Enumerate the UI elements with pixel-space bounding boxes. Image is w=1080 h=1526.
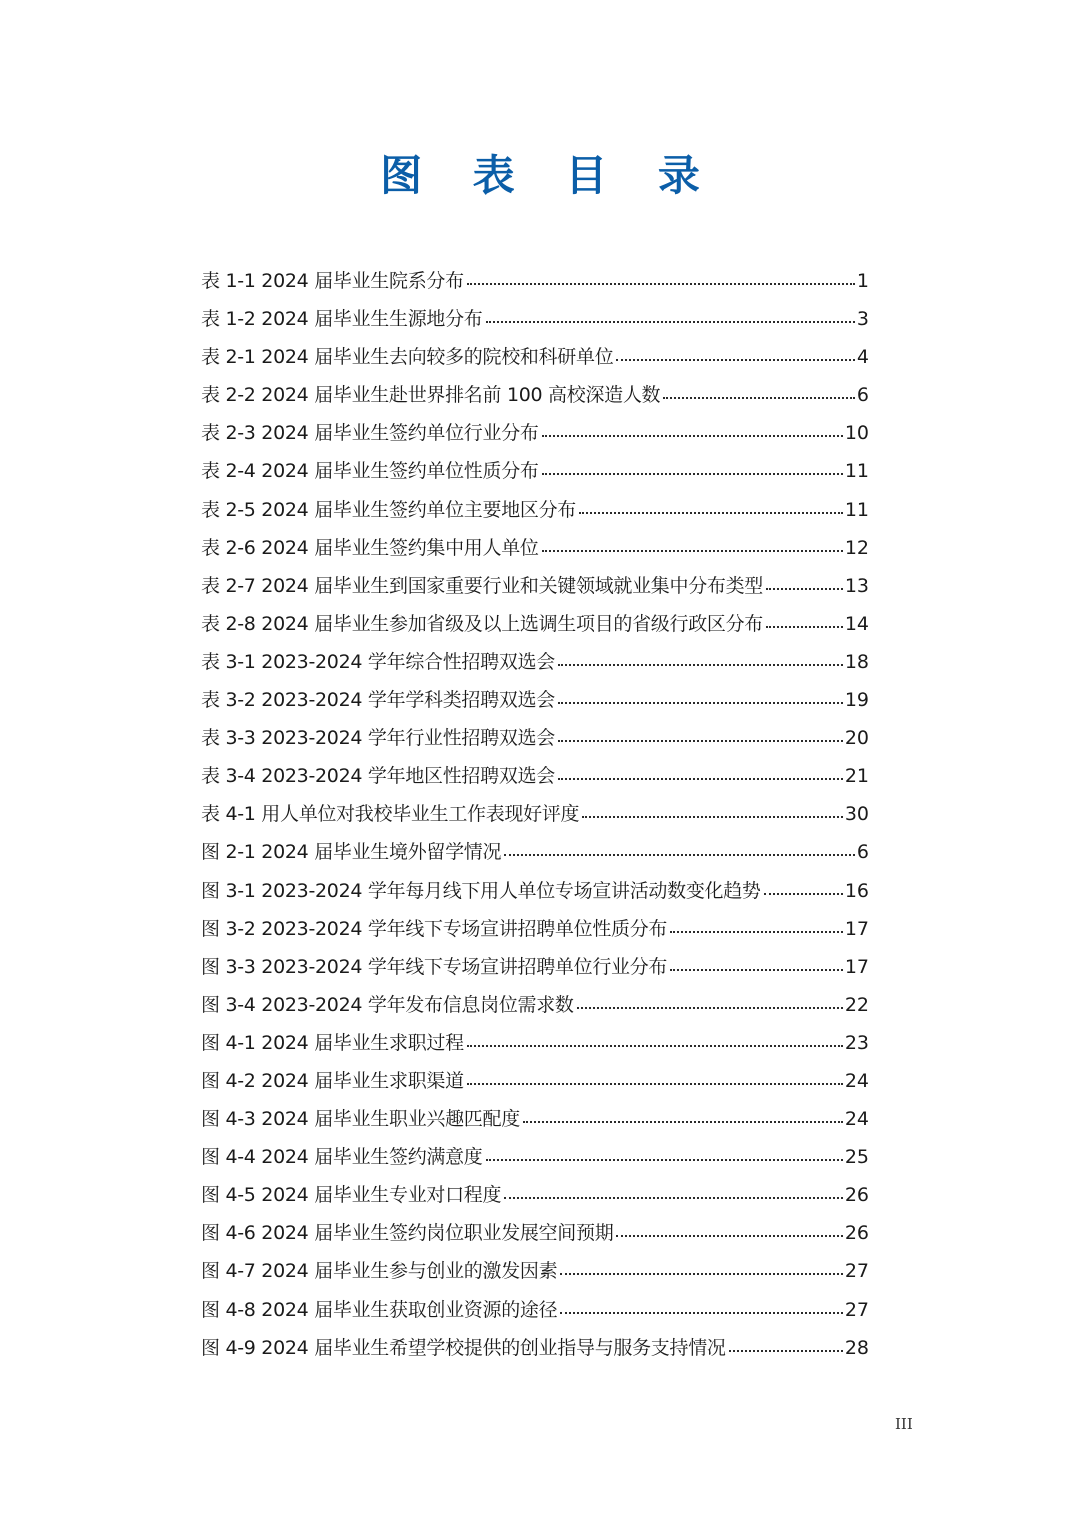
toc-entry[interactable] [201, 300, 869, 338]
dot-leader [467, 1043, 843, 1047]
toc-entry[interactable] [201, 986, 869, 1024]
toc-entry-page: 30 [844, 803, 869, 826]
dot-leader [467, 1081, 843, 1085]
toc-entry-label: 图 4-7 2024 届毕业生参与创业的激发因素 [201, 1260, 558, 1283]
toc-entry-page: 24 [844, 1108, 869, 1131]
toc-entry[interactable] [201, 452, 869, 490]
toc-entry-label: 图 2-1 2024 届毕业生境外留学情况 [201, 841, 502, 864]
toc-entry-page: 26 [844, 1184, 869, 1207]
dot-leader [729, 1348, 843, 1352]
toc-entry-label: 图 4-1 2024 届毕业生求职过程 [201, 1031, 464, 1054]
toc-entry-label: 表 4-1 用人单位对我校毕业生工作表现好评度 [201, 803, 580, 826]
toc-entry-page: 1 [856, 270, 869, 292]
toc-entry-page: 16 [844, 879, 869, 902]
toc-entry[interactable] [201, 262, 869, 300]
toc-entry-page: 23 [844, 1031, 869, 1054]
toc-entry-page: 10 [844, 422, 869, 445]
dot-leader [670, 929, 843, 933]
toc-entry[interactable] [201, 1291, 869, 1329]
dot-leader [486, 1157, 843, 1161]
page-number: III [895, 1415, 913, 1433]
toc-entry[interactable] [201, 414, 869, 452]
toc-entry[interactable] [201, 1176, 869, 1214]
toc-entry[interactable] [201, 1252, 869, 1290]
dot-leader [766, 624, 843, 628]
toc-entry-page: 18 [844, 650, 869, 673]
dot-leader [542, 548, 843, 552]
toc-entry-page: 26 [844, 1222, 869, 1245]
dot-leader [616, 1233, 842, 1237]
dot-leader [467, 281, 855, 285]
toc-entry[interactable] [201, 719, 869, 757]
toc-entry-page: 12 [844, 536, 869, 559]
toc-entry-page: 17 [844, 955, 869, 978]
toc-entry-page: 17 [844, 917, 869, 940]
toc-entry[interactable] [201, 757, 869, 795]
toc-entry-label: 图 4-2 2024 届毕业生求职渠道 [201, 1069, 464, 1092]
toc-entry-label: 表 2-6 2024 届毕业生签约集中用人单位 [201, 536, 539, 559]
toc-entry-label: 图 3-4 2023-2024 学年发布信息岗位需求数 [201, 993, 574, 1016]
dot-leader [558, 700, 843, 704]
toc-entry-label: 表 1-1 2024 届毕业生院系分布 [201, 270, 464, 292]
dot-leader [542, 433, 843, 437]
dot-leader [504, 1195, 843, 1199]
toc-entry-label: 图 4-4 2024 届毕业生签约满意度 [201, 1146, 483, 1169]
toc-entry-page: 20 [844, 727, 869, 750]
toc-entry[interactable] [201, 833, 869, 871]
toc-entry-label: 图 3-2 2023-2024 学年线下专场宣讲招聘单位性质分布 [201, 917, 668, 940]
dot-leader [577, 1005, 843, 1009]
toc-entry[interactable] [201, 1214, 869, 1252]
dot-leader [486, 319, 855, 323]
dot-leader [523, 1119, 843, 1123]
toc-entry-page: 14 [844, 612, 869, 635]
dot-leader [616, 357, 855, 361]
toc-entry-label: 图 3-1 2023-2024 学年每月线下用人单位专场宣讲活动数变化趋势 [201, 879, 761, 902]
toc-entry-label: 图 4-5 2024 届毕业生专业对口程度 [201, 1184, 502, 1207]
toc-entry[interactable] [201, 795, 869, 833]
toc-entry-page: 11 [844, 460, 869, 483]
toc-entry[interactable] [201, 681, 869, 719]
toc-entry-label: 表 2-2 2024 届毕业生赴世界排名前 100 高校深造人数 [201, 384, 661, 407]
toc-entry-label: 表 3-4 2023-2024 学年地区性招聘双选会 [201, 765, 555, 788]
toc-entry-page: 3 [856, 308, 869, 331]
toc-entry[interactable] [201, 491, 869, 529]
toc-entry[interactable] [201, 338, 869, 376]
toc-entry-page: 25 [844, 1146, 869, 1169]
toc-entry-label: 表 2-5 2024 届毕业生签约单位主要地区分布 [201, 498, 577, 521]
toc-entry-label: 图 4-8 2024 届毕业生获取创业资源的途径 [201, 1298, 558, 1321]
toc-entry-label: 表 1-2 2024 届毕业生生源地分布 [201, 308, 483, 331]
dot-leader [766, 586, 843, 590]
toc-entry-page: 27 [844, 1298, 869, 1321]
dot-leader [558, 776, 843, 780]
dot-leader [542, 471, 843, 475]
toc-entry[interactable] [201, 1329, 869, 1367]
dot-leader [670, 967, 843, 971]
toc-entry[interactable] [201, 1062, 869, 1100]
toc-entry-page: 21 [844, 765, 869, 788]
toc-entry-label: 表 2-3 2024 届毕业生签约单位行业分布 [201, 422, 539, 445]
toc-entry-page: 6 [856, 384, 869, 407]
toc-entry-label: 表 2-8 2024 届毕业生参加省级及以上选调生项目的省级行政区分布 [201, 612, 764, 635]
dot-leader [504, 852, 855, 856]
dot-leader [582, 814, 843, 818]
dot-leader [560, 1310, 843, 1314]
toc-entry-page: 11 [844, 498, 869, 521]
toc-entry-label: 图 4-3 2024 届毕业生职业兴趣匹配度 [201, 1108, 520, 1131]
dot-leader [764, 891, 843, 895]
toc-entry-label: 表 2-4 2024 届毕业生签约单位性质分布 [201, 460, 539, 483]
toc-entry[interactable] [201, 376, 869, 414]
toc-entry-label: 表 3-1 2023-2024 学年综合性招聘双选会 [201, 650, 555, 673]
toc-entry-page: 28 [844, 1336, 869, 1359]
toc-entry-page: 19 [844, 689, 869, 712]
toc-entry[interactable] [201, 643, 869, 681]
dot-leader [579, 510, 843, 514]
dot-leader [558, 662, 843, 666]
toc-entry-label: 图 3-3 2023-2024 学年线下专场宣讲招聘单位行业分布 [201, 955, 668, 978]
toc-entry-page: 27 [844, 1260, 869, 1283]
toc-entry-label: 图 4-9 2024 届毕业生希望学校提供的创业指导与服务支持情况 [201, 1336, 726, 1359]
toc-entry-page: 13 [844, 574, 869, 597]
toc-entry-label: 表 3-3 2023-2024 学年行业性招聘双选会 [201, 727, 555, 750]
dot-leader [560, 1271, 843, 1275]
toc-entry[interactable] [201, 567, 869, 605]
toc-entry-label: 表 3-2 2023-2024 学年学科类招聘双选会 [201, 689, 555, 712]
toc-entry[interactable] [201, 910, 869, 948]
toc-entry-page: 24 [844, 1069, 869, 1092]
dot-leader [558, 738, 843, 742]
dot-leader [663, 395, 855, 399]
toc-entry[interactable] [201, 529, 869, 567]
toc-entry-page: 22 [844, 993, 869, 1016]
page-title: 图 表 目 录 [380, 151, 718, 200]
table-of-contents [201, 262, 869, 1367]
toc-entry-page: 6 [856, 841, 869, 864]
toc-entry-label: 图 4-6 2024 届毕业生签约岗位职业发展空间预期 [201, 1222, 614, 1245]
toc-entry-label: 表 2-1 2024 届毕业生去向较多的院校和科研单位 [201, 346, 614, 369]
toc-entry[interactable] [201, 605, 869, 643]
toc-entry[interactable] [201, 948, 869, 986]
toc-entry-label: 表 2-7 2024 届毕业生到国家重要行业和关键领域就业集中分布类型 [201, 574, 764, 597]
toc-entry[interactable] [201, 1100, 869, 1138]
toc-entry[interactable] [201, 1024, 869, 1062]
toc-entry-page: 4 [856, 346, 869, 369]
toc-entry[interactable] [201, 872, 869, 910]
toc-entry[interactable] [201, 1138, 869, 1176]
